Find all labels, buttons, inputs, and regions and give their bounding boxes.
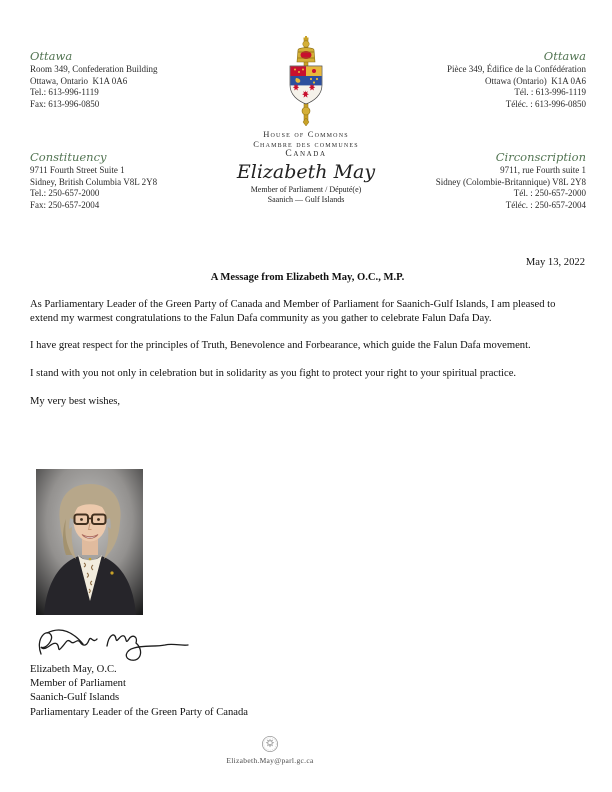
member-name: Elizabeth May <box>236 161 376 183</box>
letter-paragraph-3: I stand with you not only in celebration but in solidarity as you fight to protect your right to your spiritual practice. <box>30 367 517 379</box>
footer-email: Elizabeth.May@parl.gc.ca <box>226 756 314 765</box>
letter-paragraph-2: I have great respect for the principles of Truth, Benevolence and Forbearance, which guide the Falun Dafa movement. <box>30 340 531 352</box>
org-country: Canada <box>285 149 327 159</box>
signatory-party-role: Parliamentary Leader of the Green Party of Canada <box>30 706 248 718</box>
letter-date: May 13, 2022 <box>525 257 585 268</box>
address-line: Tel.: 250-657-2000 <box>30 188 100 198</box>
signatory-riding: Saanich-Gulf Islands <box>30 692 120 704</box>
house-of-commons-mace-crest-icon <box>274 36 338 126</box>
address-line: Fax: 613-996-0850 <box>30 98 100 109</box>
address-line: 9711, rue Fourth suite 1 <box>500 165 586 175</box>
signatory-role: Member of Parliament <box>30 678 126 690</box>
member-riding: Saanich — Gulf Islands <box>267 195 345 204</box>
address-line: Tél. : 250-657-2000 <box>513 188 586 198</box>
address-line: Sidney, British Columbia V8L 2Y8 <box>30 176 158 187</box>
letter-paragraph-1: As Parliamentary Leader of the Green Party of Canada and Member of Parliament for Saanich-Gulf Islands, I am pleased to extend my warmest congratulations to the Falun Dafa community as you gather to celebrate Falun Dafa Day. <box>30 299 556 324</box>
address-line: Tel.: 613-996-1119 <box>30 87 99 97</box>
address-line: Pièce 349, Édifice de la Confédération <box>447 64 586 74</box>
org-name-en: House of Commons <box>263 129 349 139</box>
address-line: Ottawa (Ontario) K1A 0A6 <box>485 75 586 86</box>
maple-leaf-roundel-icon <box>261 735 279 753</box>
member-identity-block <box>0 162 612 205</box>
member-title: Member of Parliament / Député(e) <box>250 185 362 194</box>
letter-body <box>30 256 585 408</box>
address-line: Tél. : 613-996-1119 <box>514 87 586 97</box>
address-heading-constituency-fr: Circonscription <box>495 150 586 164</box>
address-line: Sidney (Colombie-Britannique) V8L 2Y8 <box>435 176 586 187</box>
signatory-name: Elizabeth May, O.C. <box>30 664 117 675</box>
address-line: Fax: 250-657-2004 <box>30 199 100 210</box>
address-heading-constituency-en: Constituency <box>30 150 107 164</box>
page-footer <box>0 735 540 765</box>
address-line: 9711 Fourth Street Suite 1 <box>30 165 125 175</box>
letter-closing: My very best wishes, <box>30 395 121 407</box>
org-name-fr: Chambre des communes <box>253 139 359 149</box>
house-of-commons-crest-block <box>0 36 612 159</box>
address-line: Téléc. : 613-996-0850 <box>505 98 586 109</box>
signature-block <box>30 663 248 720</box>
address-line: Téléc. : 250-657-2004 <box>505 199 586 210</box>
letter-title: A Message from Elizabeth May, O.C., M.P. <box>210 271 405 283</box>
address-line: Room 349, Confederation Building <box>30 64 158 74</box>
address-line: Ottawa, Ontario K1A 0A6 <box>30 75 128 86</box>
elizabeth-may-portrait-photo <box>36 469 143 615</box>
address-heading-ottawa-fr: Ottawa <box>543 49 586 63</box>
address-heading-ottawa-en: Ottawa <box>30 49 73 63</box>
